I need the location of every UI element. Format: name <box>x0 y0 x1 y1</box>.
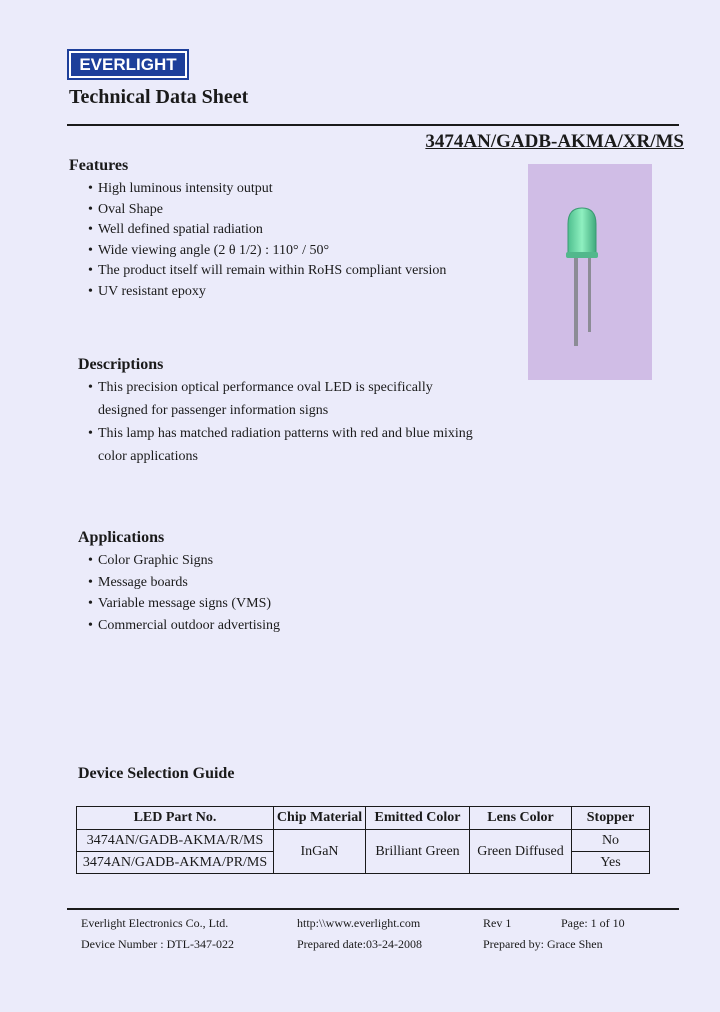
footer-prepared-by: Prepared by: Grace Shen <box>483 937 603 951</box>
chip-material-cell: InGaN <box>274 830 366 874</box>
column-header: Chip Material <box>274 807 366 830</box>
lens-color-cell: Green Diffused <box>470 830 572 874</box>
footer-company: Everlight Electronics Co., Ltd. <box>81 916 229 930</box>
document-title: Technical Data Sheet <box>69 86 249 108</box>
table-header-row <box>77 807 650 830</box>
table-row <box>77 830 650 852</box>
footer-rev: Rev 1 <box>483 916 512 930</box>
footer-device-number: Device Number : DTL-347-022 <box>81 937 234 951</box>
footer-rule <box>67 908 679 910</box>
stopper-cell: Yes <box>572 852 650 874</box>
part-number-title: 3474AN/GADB-AKMA/XR/MS <box>425 131 684 152</box>
selection-guide-heading: Device Selection Guide <box>78 765 235 782</box>
applications-heading: Applications <box>78 529 165 546</box>
footer-page: Page: 1 of 10 <box>561 916 625 930</box>
everlight-logo <box>67 49 189 80</box>
description-item: • This lamp has matched radiation patterns with red and blue mixing color applications <box>78 422 478 468</box>
feature-item: • High luminous intensity output <box>78 179 446 200</box>
footer-url[interactable]: http:\\www.everlight.com <box>297 916 421 930</box>
application-item: • Commercial outdoor advertising <box>78 615 280 637</box>
feature-item: • Oval Shape <box>78 200 446 221</box>
part-number-cell: 3474AN/GADB-AKMA/PR/MS <box>77 852 274 874</box>
application-item: • Color Graphic Signs <box>78 550 280 572</box>
column-header: Stopper <box>572 807 650 830</box>
led-product-photo <box>528 164 652 380</box>
column-header: Emitted Color <box>366 807 470 830</box>
stopper-cell: No <box>572 830 650 852</box>
application-item: • Message boards <box>78 572 280 594</box>
logo-text: EVERLIGHT <box>71 53 185 76</box>
footer-prepared-date: Prepared date:03-24-2008 <box>297 937 422 951</box>
part-number-cell: 3474AN/GADB-AKMA/R/MS <box>77 830 274 852</box>
column-header: LED Part No. <box>77 807 274 830</box>
emitted-color-cell: Brilliant Green <box>366 830 470 874</box>
feature-item: • Well defined spatial radiation <box>78 220 446 241</box>
header-rule <box>67 124 679 126</box>
descriptions-list <box>78 376 478 468</box>
feature-item: • UV resistant epoxy <box>78 282 446 303</box>
feature-item: • The product itself will remain within RoHS compliant version <box>78 261 446 282</box>
led-illustration <box>528 164 652 380</box>
description-item: • This precision optical performance oval LED is specifically designed for passenger information signs <box>78 376 478 422</box>
device-selection-table <box>76 806 650 874</box>
feature-item: • Wide viewing angle (2 θ 1/2) : 110° / 50° <box>78 241 446 262</box>
application-item: • Variable message signs (VMS) <box>78 593 280 615</box>
features-heading: Features <box>69 157 129 174</box>
applications-list <box>78 550 280 636</box>
features-list <box>78 179 446 302</box>
descriptions-heading: Descriptions <box>78 356 164 373</box>
column-header: Lens Color <box>470 807 572 830</box>
